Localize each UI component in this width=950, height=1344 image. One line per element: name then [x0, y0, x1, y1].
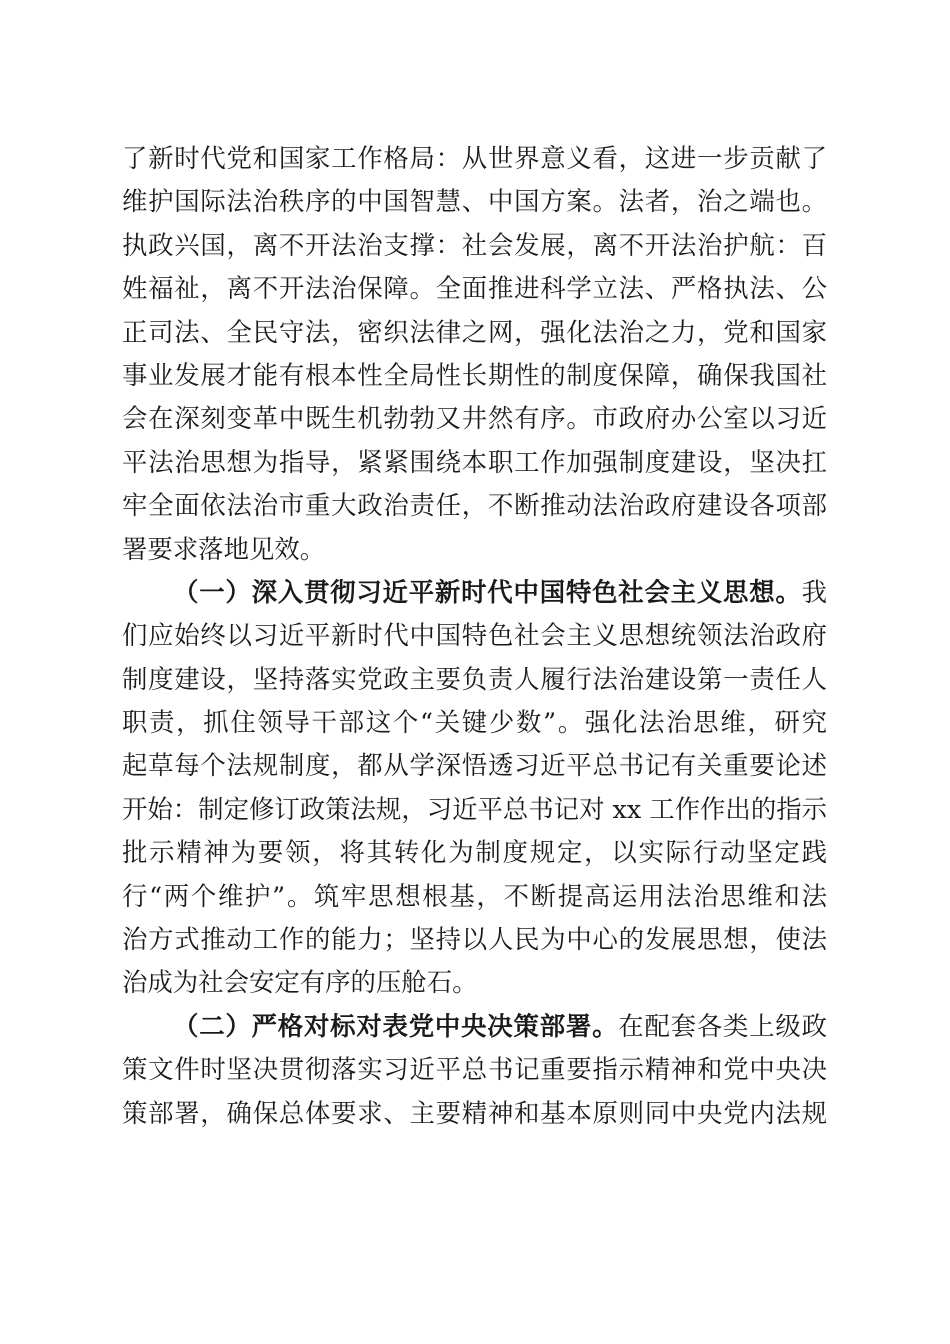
text-line: 会在深刻变革中既生机勃勃又井然有序。市政府办公室以习近	[122, 403, 827, 434]
text-line: 行“两个维护”。筑牢思想根基，不断提高运用法治思维和法	[122, 880, 827, 911]
text-line: 平法治思想为指导，紧紧围绕本职工作加强制度建设，坚决扛	[122, 446, 827, 477]
text-line: 署要求落地见效。	[122, 533, 326, 564]
text-line: 策部署，确保总体要求、主要精神和基本原则同中央党内法规	[122, 1097, 827, 1128]
section-heading-tail: 在配套各类上级政	[618, 1010, 828, 1041]
paragraph-intro	[122, 137, 827, 571]
text-line: 了新时代党和国家工作格局：从世界意义看，这进一步贡献了	[122, 143, 827, 173]
text-line: 事业发展才能有根本性全局性长期性的制度保障，确保我国社	[122, 359, 827, 390]
text-line: 职责，抓住领导干部这个“关键少数”。强化法治思维，研究	[122, 707, 827, 738]
text-line: 维护国际法治秩序的中国智慧、中国方案。法者，治之端也。	[122, 186, 827, 217]
text-line: 正司法、全民守法，密织法律之网，强化法治之力，党和国家	[122, 316, 827, 347]
text-line: 开始：制定修订政策法规，习近平总书记对 xx 工作作出的指示	[122, 793, 827, 824]
text-line: 制度建设，坚持落实党政主要负责人履行法治建设第一责任人	[122, 663, 827, 694]
section-heading-line	[122, 571, 827, 614]
section-heading-line	[122, 1005, 827, 1048]
document-body	[122, 137, 827, 1135]
section-heading: （一）深入贯彻习近平新时代中国特色社会主义思想。	[173, 576, 802, 607]
text-line: 姓福祉，离不开法治保障。全面推进科学立法、严格执法、公	[122, 273, 827, 304]
section-heading: （二）严格对标对表党中央决策部署。	[173, 1010, 619, 1041]
section-heading-tail: 我	[801, 576, 827, 607]
text-line: 起草每个法规制度，都从学深悟透习近平总书记有关重要论述	[122, 750, 827, 781]
text-line: 治方式推动工作的能力；坚持以人民为中心的发展思想，使法	[122, 924, 827, 955]
text-line: 治成为社会安定有序的压舱石。	[122, 967, 478, 998]
paragraph-section-2	[122, 1005, 827, 1135]
text-line: 牢全面依法治市重大政治责任，不断推动法治政府建设各项部	[122, 490, 827, 521]
text-line: 执政兴国，离不开法治支撑：社会发展，离不开法治护航：百	[122, 229, 827, 260]
text-line: 策文件时坚决贯彻落实习近平总书记重要指示精神和党中央决	[122, 1054, 827, 1085]
text-line: 批示精神为要领，将其转化为制度规定，以实际行动坚定践	[122, 837, 827, 868]
paragraph-section-1	[122, 571, 827, 1005]
text-line: 们应始终以习近平新时代中国特色社会主义思想统领法治政府	[122, 620, 827, 651]
